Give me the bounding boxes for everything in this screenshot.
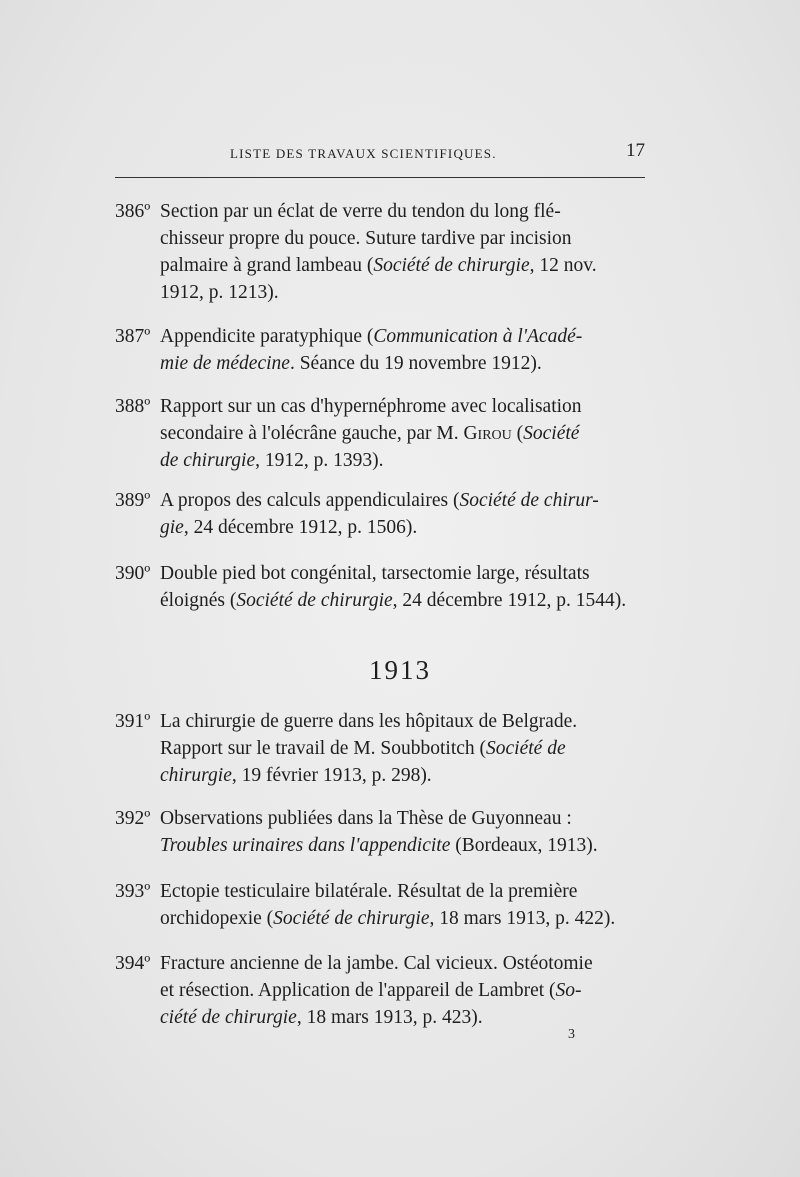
entry-line bbox=[115, 977, 650, 1004]
entry-number: 389º bbox=[115, 490, 151, 511]
entry-text: Société de chirurgie bbox=[236, 590, 393, 611]
entry-text: Communication à l'Acadé- bbox=[373, 326, 583, 347]
entry-line bbox=[115, 708, 650, 735]
bibliography-entry bbox=[115, 323, 650, 377]
entry-text: secondaire à l'olécrâne gauche, par M. bbox=[160, 423, 464, 444]
bibliography-entry bbox=[115, 878, 650, 932]
header-rule bbox=[115, 177, 645, 178]
signature-mark: 3 bbox=[568, 1027, 575, 1042]
entry-text: mie de médecine bbox=[160, 353, 290, 374]
entry-line bbox=[115, 560, 650, 587]
entry-line bbox=[115, 832, 650, 859]
entry-line bbox=[115, 878, 650, 905]
entry-text: La chirurgie de guerre dans les hôpitaux de Belgrade. bbox=[160, 711, 578, 732]
entry-number: 390º bbox=[115, 563, 151, 584]
entry-line bbox=[115, 252, 650, 279]
entry-text: Société de bbox=[486, 738, 566, 759]
entry-text: chirurgie bbox=[160, 765, 232, 786]
entry-number: 387º bbox=[115, 326, 151, 347]
entry-number: 388º bbox=[115, 396, 151, 417]
entry-text: orchidopexie ( bbox=[160, 908, 274, 929]
entry-text: , 24 décembre 1912, p. 1506). bbox=[183, 517, 418, 538]
entry-line bbox=[115, 587, 650, 614]
entry-line bbox=[115, 420, 650, 447]
entry-text: So- bbox=[555, 980, 582, 1001]
year-heading: 1913 bbox=[369, 655, 431, 685]
entry-text: ( bbox=[511, 423, 524, 444]
entry-text: Girou bbox=[463, 423, 512, 444]
entry-text: Rapport sur le travail de M. Soubbotitch ( bbox=[160, 738, 487, 759]
entry-text: ciété de chirurgie bbox=[160, 1007, 297, 1028]
entry-text: A propos des calculs appendiculaires ( bbox=[160, 490, 460, 511]
bibliography-entry bbox=[115, 708, 650, 789]
entry-text: Appendicite paratyphique ( bbox=[160, 326, 374, 347]
bibliography-entry bbox=[115, 805, 650, 859]
entry-line bbox=[115, 762, 650, 789]
entry-line bbox=[115, 905, 650, 932]
bibliography-entry bbox=[115, 198, 650, 306]
entry-text: éloignés ( bbox=[160, 590, 237, 611]
entry-text: Fracture ancienne de la jambe. Cal vicieux. Ostéotomie bbox=[160, 953, 593, 974]
entry-line bbox=[115, 198, 650, 225]
entry-text: palmaire à grand lambeau ( bbox=[160, 255, 374, 276]
entry-text: Société de chirurgie bbox=[273, 908, 430, 929]
entry-number: 391º bbox=[115, 711, 151, 732]
entry-text: de chirurgie bbox=[160, 450, 256, 471]
entry-number: 392º bbox=[115, 808, 151, 829]
entry-line bbox=[115, 447, 650, 474]
entry-text: , 12 nov. bbox=[529, 255, 597, 276]
bibliography-entry bbox=[115, 950, 650, 1031]
entry-line bbox=[115, 225, 650, 252]
entry-text: . Séance du 19 novembre 1912). bbox=[289, 353, 542, 374]
running-title: LISTE DES TRAVAUX SCIENTIFIQUES. bbox=[230, 146, 497, 161]
entry-text: , 19 février 1913, p. 298). bbox=[231, 765, 432, 786]
page-number: 17 bbox=[626, 140, 645, 161]
entry-text: , 24 décembre 1912, p. 1544). bbox=[392, 590, 627, 611]
entry-text: (Bordeaux, 1913). bbox=[450, 835, 598, 856]
entry-text: Double pied bot congénital, tarsectomie large, résultats bbox=[160, 563, 590, 584]
entry-line bbox=[115, 805, 650, 832]
entry-text: Rapport sur un cas d'hypernéphrome avec localisation bbox=[160, 396, 582, 417]
bibliography-entry bbox=[115, 487, 650, 541]
entry-text: Société bbox=[523, 423, 580, 444]
entry-text: Troubles urinaires dans l'appendicite bbox=[160, 835, 451, 856]
entry-text: Ectopie testiculaire bilatérale. Résultat de la première bbox=[160, 881, 578, 902]
entry-text: Société de chirur- bbox=[459, 490, 599, 511]
entry-text: Section par un éclat de verre du tendon du long flé- bbox=[160, 201, 561, 222]
entry-text: chisseur propre du pouce. Suture tardive par incision bbox=[160, 228, 572, 249]
entry-text: et résection. Application de l'appareil de Lambret ( bbox=[160, 980, 556, 1001]
entry-text: gie bbox=[160, 517, 184, 538]
entry-text: Société de chirurgie bbox=[373, 255, 530, 276]
bibliography-entry bbox=[115, 393, 650, 474]
entry-line bbox=[115, 323, 650, 350]
page-header bbox=[230, 140, 645, 170]
entry-line bbox=[115, 735, 650, 762]
entry-line bbox=[115, 393, 650, 420]
entry-number: 394º bbox=[115, 953, 151, 974]
entry-text: , 18 mars 1913, p. 422). bbox=[429, 908, 616, 929]
entry-line bbox=[115, 950, 650, 977]
entry-text: Observations publiées dans la Thèse de Guyonneau : bbox=[160, 808, 572, 829]
entry-line bbox=[115, 487, 650, 514]
entry-text: , 1912, p. 1393). bbox=[255, 450, 384, 471]
entry-line bbox=[115, 350, 650, 377]
entry-line bbox=[115, 514, 650, 541]
entry-line bbox=[115, 279, 650, 306]
entry-text: , 18 mars 1913, p. 423). bbox=[296, 1007, 483, 1028]
entry-number: 393º bbox=[115, 881, 151, 902]
bibliography-entry bbox=[115, 560, 650, 614]
entry-text: 1912, p. 1213). bbox=[160, 282, 279, 303]
entry-number: 386º bbox=[115, 201, 151, 222]
